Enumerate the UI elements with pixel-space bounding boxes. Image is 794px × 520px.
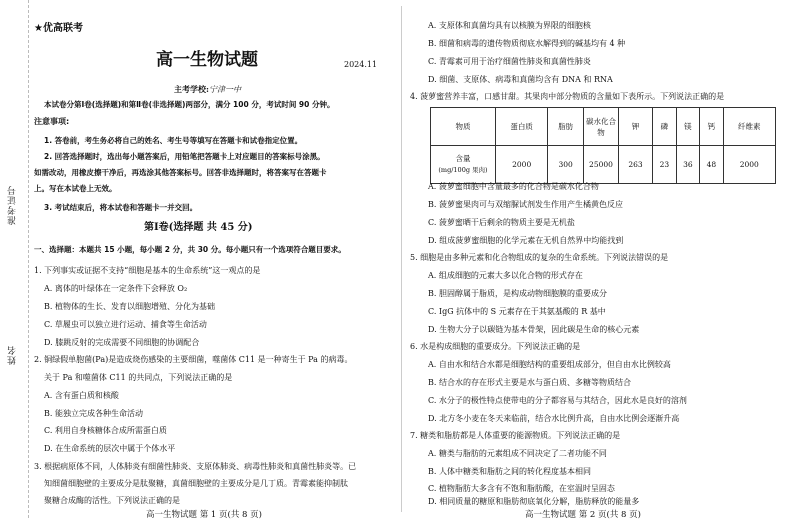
page-2-footer: 高一生物试题 第 2 页(共 8 页) [525,510,641,520]
notice-1: 1. 答卷前，考生务必将自己的姓名、考生号等填写在答题卡和试卷指定位置。 [44,136,303,145]
q3-option-a: A. 支原体和真菌均具有以核膜为界限的细胞核 [428,21,591,30]
q1-option-b: B. 植物体的生长、发育以细胞增殖、分化为基础 [44,302,215,311]
q4-option-a: A. 菠萝蜜细胞中含量最多的化合物是碳水化合物 [428,182,599,191]
table-header-cell: 物质 [431,108,496,146]
page-title: 高一生物试题 [156,50,258,70]
q5-option-c: C. IgG 抗体中的 S 元素存在于其氨基酸的 R 基中 [428,307,606,316]
table-header-cell: 碳水化合物 [583,108,618,146]
question-6: 6. 水是构成细胞的重要成分。下列说法正确的是 [410,342,581,351]
question-3-end: 聚糖合成酶的活性。下列说法正确的是 [44,496,180,505]
q6-option-c: C. 水分子的极性特点使带电的分子都容易与其结合，因此水是良好的溶剂 [428,396,687,405]
notice-2-end: 上。写在本试卷上无效。 [34,184,117,193]
page-divider [401,6,402,512]
q7-option-d: D. 相同质量的糖原和脂肪彻底氧化分解，脂肪释放的能量多 [428,497,640,506]
table-cell: 2000 [496,146,548,184]
exam-date: 2024.11 [344,60,378,69]
host-school-name: 宁津一中 [208,85,241,94]
intro-line: 本试卷分第Ⅰ卷(选择题)和第Ⅱ卷(非选择题)两部分，满分 100 分，考试时间 90 分钟。 [44,100,335,109]
table-cell: 300 [548,146,584,184]
binding-margin [0,0,29,518]
q7-option-c: C. 植物脂肪大多含有不饱和脂肪酸，在室温时呈固态 [428,484,615,493]
notice-3: 3. 考试结束后，将本试卷和答题卡一并交回。 [44,203,198,212]
question-4: 4. 菠萝蜜营养丰富，口感甘甜。其果肉中部分物质的含量如下表所示。下列说法正确的是 [410,92,725,101]
row-label-line1: 含量 [455,154,471,163]
nutrient-table [430,107,776,184]
q1-option-c: C. 草履虫可以独立进行运动、捕食等生命活动 [44,320,207,329]
table-header-cell: 纤维素 [723,108,775,146]
question-7: 7. 糖类和脂肪都是人体重要的能源物质。下列说法正确的是 [410,431,621,440]
question-1: 1. 下列事实或证据不支持“细胞是基本的生命系统”这一观点的是 [34,266,261,275]
table-cell: 263 [618,146,652,184]
notice-2: 2. 回答选择题时，选出每小题答案后，用铅笔把答题卡上对应题目的答案标号涂黑。 [44,152,325,161]
question-3-cont: 知细菌细胞壁的主要成分是肽聚糖，真菌细胞壁的主要成分是几丁质。青霉素能抑制肽 [44,479,348,488]
notice-title: 注意事项: [34,117,70,126]
table-header-cell: 脂肪 [548,108,584,146]
table-row-label [431,146,496,184]
question-3: 3. 根据病原体不同，人体肺炎有细菌性肺炎、支原体肺炎、病毒性肺炎和真菌性肺炎等。已 [34,462,357,471]
q7-option-a: A. 糖类与脂肪的元素组成不同决定了二者功能不同 [428,449,607,458]
table-cell: 23 [653,146,676,184]
q1-option-a: A. 离体的叶绿体在一定条件下会释放 O₂ [44,284,188,293]
section-instruction: 一、选择题：本题共 15 小题，每小题 2 分，共 30 分。每小题只有一个选项符合题目要求。 [34,245,346,254]
q6-option-b: B. 结合水的存在形式主要是水与蛋白质、多糖等物质结合 [428,378,631,387]
q1-option-d: D. 膝跳反射的完成需要不同细胞的协调配合 [44,338,200,347]
q6-option-d: D. 北方冬小麦在冬天来临前，结合水比例升高，自由水比例会逐渐升高 [428,414,680,423]
q3-option-d: D. 细菌、支原体、病毒和真菌均含有 DNA 和 RNA [428,75,613,84]
q2-option-c: C. 利用自身核糖体合成所需蛋白质 [44,426,167,435]
q2-option-a: A. 含有蛋白质和核酸 [44,391,119,400]
q3-option-b: B. 细菌和病毒的遗传物质彻底水解得到的碱基均有 4 种 [428,39,626,48]
page-1-footer: 高一生物试题 第 1 页(共 8 页) [146,510,262,520]
q7-option-b: B. 人体中糖类和脂肪之间的转化程度基本相同 [428,467,591,476]
question-2: 2. 铜绿假单胞菌(Pa)是造成烧伤感染的主要细菌，噬菌体 C11 是一种寄生于 Pa 的病毒。 [34,355,353,364]
notice-2-cont: 如需改动，用橡皮擦干净后，再选涂其他答案标号。回答非选择题时，将答案写在答题卡 [34,168,327,177]
table-header-cell: 磷 [653,108,676,146]
question-5: 5. 细胞是由多种元素和化合物组成的复杂的生命系统。下列说法错误的是 [410,253,669,262]
q2-option-d: D. 在生命系统的层次中属于个体水平 [44,444,176,453]
q5-option-a: A. 组成细胞的元素大多以化合物的形式存在 [428,271,583,280]
question-2-cont: 关于 Pa 和噬菌体 C11 的共同点，下列说法正确的是 [44,373,233,382]
q6-option-a: A. 自由水和结合水都是细胞结构的重要组成部分，但自由水比例较高 [428,360,671,369]
name-label: 姓名 [8,345,18,365]
table-row [431,146,776,184]
brand-label: ★优高联考 [34,23,83,34]
section-title: 第Ⅰ卷(选择题 共 45 分) [144,222,253,233]
q5-option-d: D. 生物大分子以碳链为基本骨架，因此碳是生命的核心元素 [428,325,640,334]
q2-option-b: B. 能独立完成各种生命活动 [44,409,143,418]
table-header-cell: 钾 [618,108,652,146]
table-cell: 36 [676,146,699,184]
table-header-cell: 钙 [700,108,723,146]
table-cell: 25000 [583,146,618,184]
row-label-line2: (mg/100g 果肉) [438,166,488,174]
table-cell: 2000 [723,146,775,184]
exam-number-label: 准考证号 [8,185,18,225]
page-1 [34,0,392,518]
table-cell: 48 [700,146,723,184]
q3-option-c: C. 青霉素可用于治疗细菌性肺炎和真菌性肺炎 [428,57,591,66]
table-header-cell: 镁 [676,108,699,146]
host-school [174,84,241,95]
q4-option-c: C. 菠萝蜜晒干后剩余的物质主要是无机盐 [428,218,575,227]
q4-option-b: B. 菠萝蜜果肉可与双缩脲试剂发生作用产生橘黄色反应 [428,200,623,209]
page-2 [410,0,786,518]
q4-option-d: D. 组成菠萝蜜细胞的化学元素在无机自然界中均能找到 [428,236,624,245]
table-header-cell: 蛋白质 [496,108,548,146]
table-header-row [431,108,776,146]
host-school-label: 主考学校: [174,84,209,94]
q5-option-b: B. 胆固醇属于脂质，是构成动物细胞膜的重要成分 [428,289,607,298]
